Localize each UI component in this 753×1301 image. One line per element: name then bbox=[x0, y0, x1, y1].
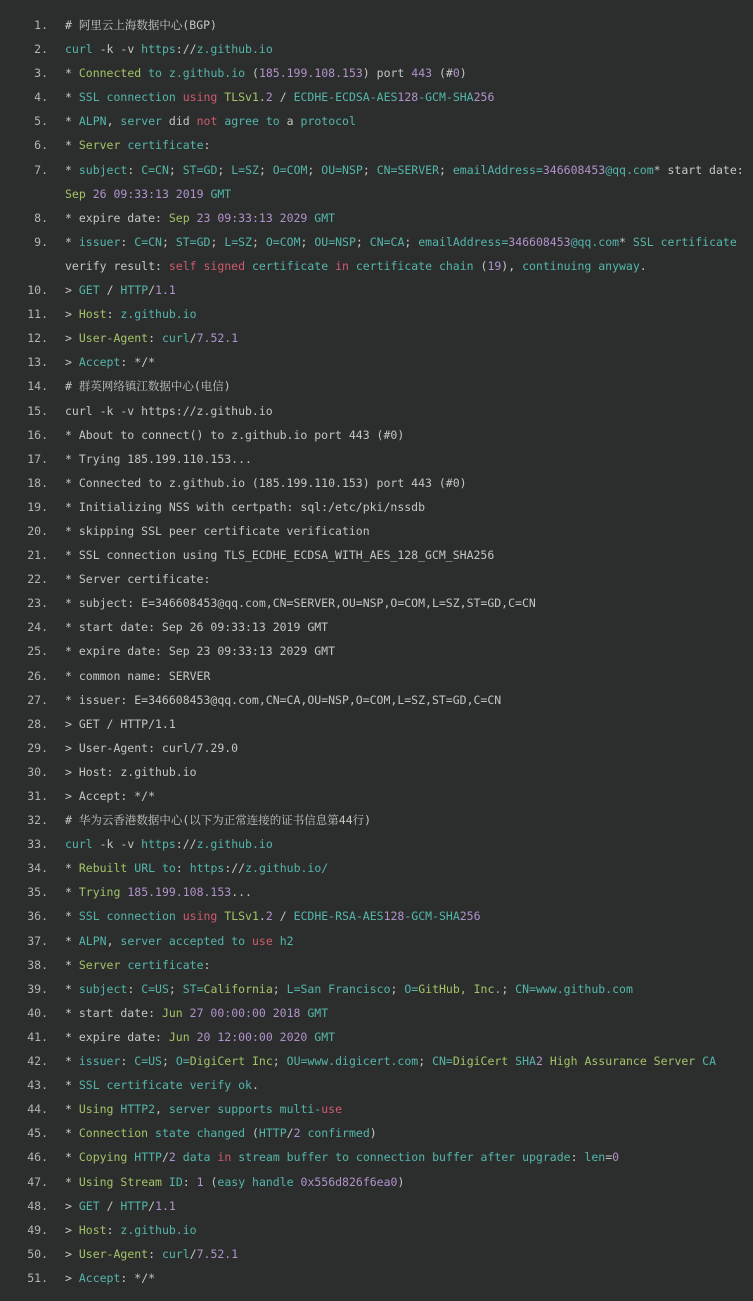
terminal-line bbox=[8, 784, 749, 808]
line-content: * SSL connection using TLSv1.2 / ECDHE-ECDSA-AES128-GCM-SHA256 bbox=[65, 90, 495, 105]
line-number: 28. bbox=[27, 716, 48, 731]
line-content: * subject: E=346608453@qq.com,CN=SERVER,OU=NSP,O=COM,L=SZ,ST=GD,C=CN bbox=[65, 596, 536, 611]
terminal-line bbox=[8, 1218, 749, 1242]
line-content: > User-Agent: curl/7.52.1 bbox=[65, 331, 239, 346]
line-content: > User-Agent: curl/7.29.0 bbox=[65, 740, 239, 755]
line-number: 42. bbox=[27, 1054, 48, 1069]
terminal-line bbox=[8, 904, 749, 928]
line-number: 51. bbox=[27, 1270, 48, 1285]
terminal-line bbox=[8, 230, 749, 254]
terminal-line bbox=[8, 639, 749, 663]
line-content: * Connected to z.github.io (185.199.108.153) port 443 (#0) bbox=[65, 66, 467, 81]
line-number: 17. bbox=[27, 451, 48, 466]
line-content: Sep 26 09:33:13 2019 GMT bbox=[65, 186, 232, 201]
terminal-line bbox=[8, 953, 749, 977]
terminal-line bbox=[8, 61, 749, 85]
terminal-line bbox=[8, 495, 749, 519]
terminal-line bbox=[8, 688, 749, 712]
terminal-line bbox=[8, 471, 749, 495]
terminal-line bbox=[8, 1073, 749, 1097]
terminal-line bbox=[8, 567, 749, 591]
terminal-line bbox=[8, 109, 749, 133]
line-content: * Initializing NSS with certpath: sql:/etc/pki/nssdb bbox=[65, 499, 426, 514]
line-content: curl -k -v https://z.github.io bbox=[65, 42, 273, 57]
terminal-line bbox=[8, 929, 749, 953]
line-content: * SSL connection using TLS_ECDHE_ECDSA_WITH_AES_128_GCM_SHA256 bbox=[65, 548, 495, 563]
line-number: 23. bbox=[27, 596, 48, 611]
line-number: 18. bbox=[27, 475, 48, 490]
line-content: * Trying 185.199.110.153... bbox=[65, 451, 252, 466]
line-content: > User-Agent: curl/7.52.1 bbox=[65, 1246, 239, 1261]
line-content: verify result: self signed certificate in certificate chain (19), continuing anyway. bbox=[65, 258, 647, 273]
terminal-line bbox=[8, 736, 749, 760]
line-number: 38. bbox=[27, 957, 48, 972]
line-content: * common name: SERVER bbox=[65, 668, 211, 683]
terminal-line bbox=[8, 808, 749, 832]
terminal-line-wrap bbox=[8, 182, 749, 206]
line-number: 45. bbox=[27, 1126, 48, 1141]
line-number: 36. bbox=[27, 909, 48, 924]
terminal-line bbox=[8, 880, 749, 904]
line-content: # 阿里云上海数据中心(BGP) bbox=[65, 18, 217, 32]
terminal-line bbox=[8, 133, 749, 157]
line-content: > Host: z.github.io bbox=[65, 1222, 197, 1237]
line-content: * SSL connection using TLSv1.2 / ECDHE-RSA-AES128-GCM-SHA256 bbox=[65, 909, 481, 924]
line-number bbox=[8, 182, 48, 206]
terminal-line bbox=[8, 1049, 749, 1073]
line-content: > GET / HTTP/1.1 bbox=[65, 283, 176, 298]
line-number: 9. bbox=[34, 234, 48, 249]
terminal-line bbox=[8, 85, 749, 109]
terminal-line bbox=[8, 37, 749, 61]
terminal-line bbox=[8, 712, 749, 736]
line-content: * Trying 185.199.108.153... bbox=[65, 885, 252, 900]
line-number: 24. bbox=[27, 620, 48, 635]
line-number: 40. bbox=[27, 1005, 48, 1020]
terminal-line bbox=[8, 1025, 749, 1049]
line-number: 16. bbox=[27, 427, 48, 442]
terminal-line bbox=[8, 977, 749, 1001]
line-number: 1. bbox=[34, 18, 48, 32]
line-content: * issuer: E=346608453@qq.com,CN=CA,OU=NSP,O=COM,L=SZ,ST=GD,C=CN bbox=[65, 692, 502, 707]
line-number: 19. bbox=[27, 499, 48, 514]
line-content: * Server certificate: bbox=[65, 957, 211, 972]
line-number: 22. bbox=[27, 572, 48, 587]
terminal-line bbox=[8, 856, 749, 880]
line-number: 21. bbox=[27, 548, 48, 563]
terminal-line bbox=[8, 1194, 749, 1218]
line-number: 10. bbox=[27, 283, 48, 298]
line-content: * subject: C=CN; ST=GD; L=SZ; O=COM; OU=NSP; CN=SERVER; emailAddress=346608453@qq.com* start date: bbox=[65, 162, 744, 177]
line-content: * expire date: Sep 23 09:33:13 2029 GMT bbox=[65, 644, 336, 659]
line-content: * issuer: C=US; O=DigiCert Inc; OU=www.digicert.com; CN=DigiCert SHA2 High Assurance Server CA bbox=[65, 1054, 717, 1069]
terminal-line bbox=[8, 350, 749, 374]
terminal-line-wrap bbox=[8, 254, 749, 278]
line-number: 41. bbox=[27, 1029, 48, 1044]
line-number: 26. bbox=[27, 668, 48, 683]
line-content: * Server certificate: bbox=[65, 572, 211, 587]
line-number: 13. bbox=[27, 355, 48, 370]
terminal-line bbox=[8, 13, 749, 37]
line-content: # 华为云香港数据中心(以下为正常连接的证书信息第44行) bbox=[65, 813, 372, 828]
line-content: curl -k -v https://z.github.io bbox=[65, 837, 273, 852]
line-number: 44. bbox=[27, 1102, 48, 1117]
line-number: 6. bbox=[34, 138, 48, 153]
line-number: 2. bbox=[34, 42, 48, 57]
line-content: > Accept: */* bbox=[65, 789, 156, 803]
terminal-line bbox=[8, 1001, 749, 1025]
terminal-line bbox=[8, 1121, 749, 1145]
line-content: # 群英网络镇江数据中心(电信) bbox=[65, 379, 231, 394]
terminal-line bbox=[8, 591, 749, 615]
line-content: * ALPN, server accepted to use h2 bbox=[65, 933, 294, 948]
line-number: 25. bbox=[27, 644, 48, 659]
line-content: * skipping SSL peer certificate verification bbox=[65, 523, 370, 538]
line-number: 32. bbox=[27, 813, 48, 828]
line-content: * Connection state changed (HTTP/2 confirmed) bbox=[65, 1126, 377, 1141]
line-number: 11. bbox=[27, 307, 48, 322]
line-number: 8. bbox=[34, 210, 48, 225]
terminal-line bbox=[8, 760, 749, 784]
terminal-line bbox=[8, 399, 749, 423]
line-content: * start date: Sep 26 09:33:13 2019 GMT bbox=[65, 620, 329, 635]
line-number: 4. bbox=[34, 90, 48, 105]
line-content: * About to connect() to z.github.io port 443 (#0) bbox=[65, 427, 405, 442]
line-content: > GET / HTTP/1.1 bbox=[65, 1198, 176, 1213]
line-content: curl -k -v https://z.github.io bbox=[65, 403, 273, 418]
terminal-line bbox=[8, 302, 749, 326]
terminal-line bbox=[8, 1170, 749, 1194]
terminal-line bbox=[8, 374, 749, 398]
terminal-line bbox=[8, 543, 749, 567]
line-content: > Host: z.github.io bbox=[65, 764, 197, 779]
line-number: 15. bbox=[27, 403, 48, 418]
line-content: * Copying HTTP/2 data in stream buffer to connection buffer after upgrade: len=0 bbox=[65, 1150, 620, 1165]
line-content: > Host: z.github.io bbox=[65, 307, 197, 322]
line-content: * ALPN, server did not agree to a protocol bbox=[65, 114, 356, 129]
terminal-line bbox=[8, 1242, 749, 1266]
line-number: 7. bbox=[34, 162, 48, 177]
line-number: 46. bbox=[27, 1150, 48, 1165]
line-number: 31. bbox=[27, 789, 48, 803]
line-number: 43. bbox=[27, 1078, 48, 1093]
line-content: * expire date: Jun 20 12:00:00 2020 GMT bbox=[65, 1029, 336, 1044]
line-content: > GET / HTTP/1.1 bbox=[65, 716, 176, 731]
line-number: 35. bbox=[27, 885, 48, 900]
line-number: 29. bbox=[27, 740, 48, 755]
terminal-line bbox=[8, 832, 749, 856]
terminal-line bbox=[8, 664, 749, 688]
line-number: 5. bbox=[34, 114, 48, 129]
terminal-line bbox=[8, 423, 749, 447]
line-number: 33. bbox=[27, 837, 48, 852]
line-content: > Accept: */* bbox=[65, 1270, 156, 1285]
line-content: * subject: C=US; ST=California; L=San Francisco; O=GitHub, Inc.; CN=www.github.com bbox=[65, 981, 633, 996]
line-number: 49. bbox=[27, 1222, 48, 1237]
terminal-line bbox=[8, 278, 749, 302]
line-number: 50. bbox=[27, 1246, 48, 1261]
line-content: * Connected to z.github.io (185.199.110.153) port 443 (#0) bbox=[65, 475, 467, 490]
line-content: * SSL certificate verify ok. bbox=[65, 1078, 259, 1093]
line-number: 37. bbox=[27, 933, 48, 948]
line-content: * Using Stream ID: 1 (easy handle 0x556d826f6ea0) bbox=[65, 1174, 405, 1189]
line-content: * Using HTTP2, server supports multi-use bbox=[65, 1102, 343, 1117]
line-content: * Rebuilt URL to: https://z.github.io/ bbox=[65, 861, 329, 876]
terminal-line bbox=[8, 519, 749, 543]
line-content: * start date: Jun 27 00:00:00 2018 GMT bbox=[65, 1005, 329, 1020]
line-number: 3. bbox=[34, 66, 48, 81]
line-number: 34. bbox=[27, 861, 48, 876]
line-number: 12. bbox=[27, 331, 48, 346]
line-content: > Accept: */* bbox=[65, 355, 156, 370]
terminal-line bbox=[8, 158, 749, 182]
terminal-line bbox=[8, 206, 749, 230]
line-number: 14. bbox=[27, 379, 48, 394]
terminal-line bbox=[8, 447, 749, 471]
line-content: * issuer: C=CN; ST=GD; L=SZ; O=COM; OU=NSP; CN=CA; emailAddress=346608453@qq.com* SSL certificate bbox=[65, 234, 737, 249]
line-number: 48. bbox=[27, 1198, 48, 1213]
line-content: * Server certificate: bbox=[65, 138, 211, 153]
terminal-line bbox=[8, 1145, 749, 1169]
line-number: 20. bbox=[27, 523, 48, 538]
line-number: 39. bbox=[27, 981, 48, 996]
line-number bbox=[8, 254, 48, 278]
line-number: 30. bbox=[27, 764, 48, 779]
line-number: 47. bbox=[27, 1174, 48, 1189]
line-content: * expire date: Sep 23 09:33:13 2029 GMT bbox=[65, 210, 336, 225]
terminal-line bbox=[8, 615, 749, 639]
terminal-line bbox=[8, 1097, 749, 1121]
terminal-line bbox=[8, 1266, 749, 1290]
terminal-line bbox=[8, 326, 749, 350]
line-number: 27. bbox=[27, 692, 48, 707]
